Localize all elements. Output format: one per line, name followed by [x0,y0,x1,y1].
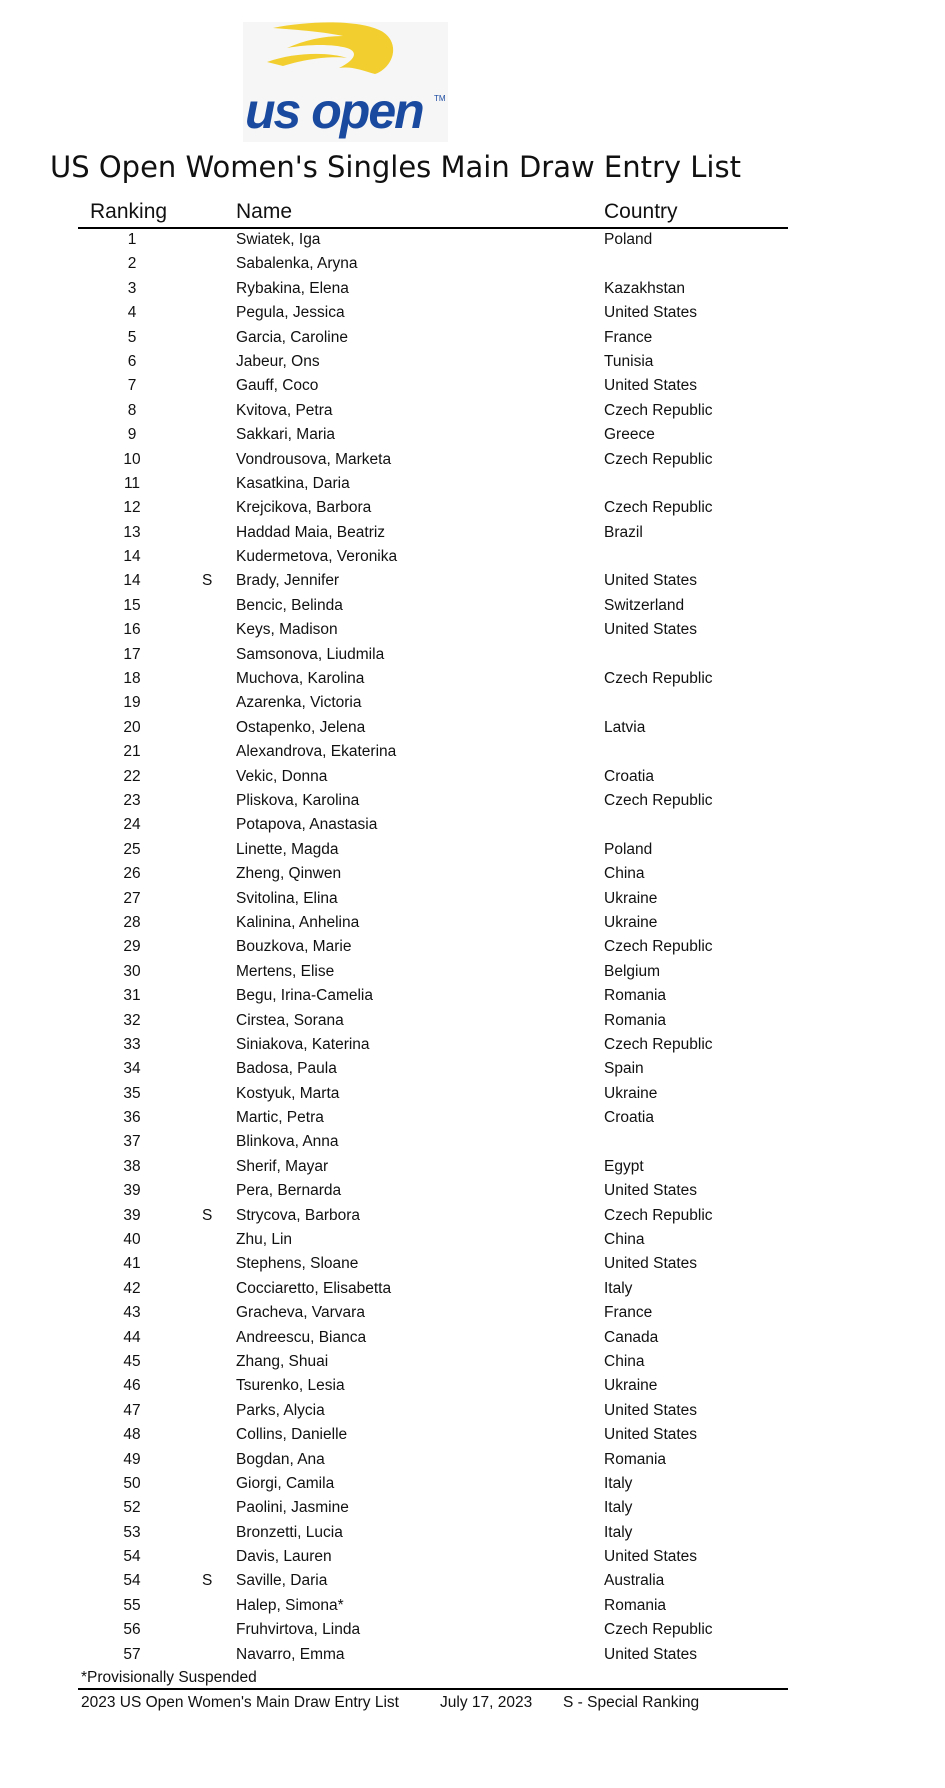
player-name-cell: Paolini, Jasmine [236,1499,349,1517]
country-cell: Czech Republic [604,791,713,809]
table-row [0,1374,945,1398]
country-cell: China [604,1231,645,1249]
country-cell: Italy [604,1523,633,1541]
player-name-cell: Kalinina, Anhelina [236,913,360,931]
player-name-cell: Bencic, Belinda [236,596,343,614]
table-row [0,1301,945,1325]
table-row [0,1594,945,1618]
table-row [0,1545,945,1569]
player-name-cell: Vondrousova, Marketa [236,450,392,468]
country-cell: Romania [604,1596,667,1614]
ranking-cell: 48 [123,1426,141,1444]
player-name-cell: Samsonova, Liudmila [236,645,385,663]
player-name-cell: Halep, Simona* [236,1596,344,1614]
country-cell: China [604,1352,645,1370]
table-row [0,1521,945,1545]
ranking-cell: 23 [123,791,141,809]
ranking-cell: 54 [123,1548,141,1566]
ranking-cell: 19 [123,694,141,712]
table-row [0,667,945,691]
player-name-cell: Cirstea, Sorana [236,1011,344,1029]
player-name-cell: Krejcikova, Barbora [236,499,372,517]
ranking-cell: 56 [123,1621,141,1639]
country-cell: Ukraine [604,1084,658,1102]
table-row [0,545,945,569]
ranking-cell: 39 [123,1182,141,1200]
table-row [0,935,945,959]
table-row [0,1204,945,1228]
player-name-cell: Brady, Jennifer [236,572,340,590]
player-name-cell: Fruhvirtova, Linda [236,1621,361,1639]
country-cell: Brazil [604,523,643,541]
us-open-logo [243,22,448,142]
player-name-cell: Garcia, Caroline [236,328,348,346]
table-row [0,765,945,789]
table-row [0,1033,945,1057]
table-row [0,789,945,813]
country-cell: Czech Republic [604,1206,713,1224]
table-row [0,1179,945,1203]
player-name-cell: Ostapenko, Jelena [236,718,366,736]
table-row [0,716,945,740]
player-name-cell: Pera, Bernarda [236,1182,342,1200]
country-cell: Ukraine [604,889,658,907]
table-row [0,1228,945,1252]
country-cell: United States [604,1548,698,1566]
table-row [0,960,945,984]
table-row [0,448,945,472]
player-name-cell: Parks, Alycia [236,1401,325,1419]
table-row [0,228,945,252]
country-cell: Romania [604,987,667,1005]
ranking-cell: 1 [127,231,137,248]
footer-divider [78,1688,788,1690]
table-row [0,1155,945,1179]
country-cell: Kazakhstan [604,279,685,297]
table-row [0,740,945,764]
country-cell: United States [604,304,698,322]
ranking-cell: 15 [123,596,141,614]
header-country: Country [604,200,678,223]
player-name-cell: Svitolina, Elina [236,889,338,907]
table-row [0,399,945,423]
footer-date: July 17, 2023 [440,1694,533,1711]
ranking-cell: 14 [123,572,141,590]
table-row [0,1277,945,1301]
country-cell: Ukraine [604,1377,658,1395]
table-row [0,350,945,374]
player-name-cell: Strycova, Barbora [236,1206,361,1224]
country-cell: Czech Republic [604,1035,713,1053]
country-cell: Romania [604,1450,667,1468]
ranking-cell: 16 [123,621,141,639]
ranking-cell: 24 [123,816,141,834]
player-name-cell: Gracheva, Varvara [236,1304,365,1322]
header-ranking: Ranking [90,200,168,223]
ranking-cell: 30 [123,962,141,980]
table-row [0,1057,945,1081]
table-row [0,496,945,520]
table-row [0,887,945,911]
table-row [0,1448,945,1472]
player-name-cell: Sabalenka, Aryna [236,255,358,273]
ranking-cell: 46 [123,1377,141,1395]
ranking-cell: 34 [123,1060,141,1078]
table-row [0,911,945,935]
ranking-cell: 2 [127,255,137,273]
player-name-cell: Azarenka, Victoria [236,694,362,712]
table-row [0,1009,945,1033]
country-cell: China [604,865,645,883]
ranking-cell: 3 [127,279,137,297]
ranking-cell: 28 [123,913,141,931]
ranking-cell: 42 [123,1279,141,1297]
country-cell: United States [604,377,698,395]
ranking-cell: 50 [123,1474,141,1492]
table-row [0,326,945,350]
ranking-cell: 55 [123,1596,141,1614]
player-name-cell: Cocciaretto, Elisabetta [236,1279,392,1297]
country-cell: Ukraine [604,913,658,931]
footnote: *Provisionally Suspended [81,1669,257,1686]
ranking-cell: 10 [123,450,141,468]
player-name-cell: Bouzkova, Marie [236,938,352,956]
ranking-cell: 18 [123,670,141,688]
country-cell: Romania [604,1011,667,1029]
player-name-cell: Vekic, Donna [236,767,328,785]
player-name-cell: Sherif, Mayar [236,1157,329,1175]
player-name-cell: Saville, Daria [236,1572,328,1590]
country-cell: France [604,1304,653,1322]
player-name-cell: Pegula, Jessica [236,304,345,322]
player-name-cell: Zhu, Lin [236,1231,293,1249]
country-cell: Czech Republic [604,450,713,468]
table-row [0,1496,945,1520]
ranking-cell: 54 [123,1572,141,1590]
ranking-cell: 45 [123,1352,141,1370]
country-cell: Poland [604,840,653,858]
ranking-cell: 47 [123,1401,141,1419]
logo-trademark: TM [434,94,446,103]
country-cell: Czech Republic [604,670,713,688]
country-cell: Italy [604,1474,633,1492]
ranking-cell: 20 [123,718,141,736]
table-row [0,252,945,276]
player-name-cell: Badosa, Paula [236,1060,337,1078]
table-row [0,521,945,545]
player-name-cell: Collins, Danielle [236,1426,348,1444]
table-row [0,1326,945,1350]
table-row [0,1472,945,1496]
table-row [0,643,945,667]
player-name-cell: Mertens, Elise [236,962,335,980]
table-row [0,862,945,886]
table-row [0,1423,945,1447]
ranking-cell: 6 [127,352,137,370]
special-ranking-cell: S [202,1572,213,1590]
country-cell: Greece [604,426,655,444]
country-cell: Czech Republic [604,1621,713,1639]
country-cell: United States [604,1182,698,1200]
ranking-cell: 5 [127,328,137,346]
ranking-cell: 29 [123,938,141,956]
ranking-cell: 43 [123,1304,141,1322]
ranking-cell: 36 [123,1109,141,1127]
table-row [0,1618,945,1642]
entry-list-table [0,228,945,1667]
country-cell: Czech Republic [604,938,713,956]
logo-wordmark: us open [245,83,423,139]
player-name-cell: Bogdan, Ana [236,1450,325,1468]
page-title: US Open Women's Singles Main Draw Entry List [50,150,741,184]
player-name-cell: Stephens, Sloane [236,1255,359,1273]
ranking-cell: 57 [123,1645,141,1663]
table-row [0,277,945,301]
ranking-cell: 39 [123,1206,141,1224]
country-cell: United States [604,1645,698,1663]
table-row [0,1130,945,1154]
country-cell: Spain [604,1060,644,1078]
player-name-cell: Linette, Magda [236,840,339,858]
player-name-cell: Davis, Lauren [236,1548,332,1566]
table-row [0,813,945,837]
player-name-cell: Kudermetova, Veronika [236,548,398,566]
country-cell: United States [604,1401,698,1419]
ranking-cell: 11 [123,474,141,492]
ranking-cell: 4 [127,304,137,322]
country-cell: France [604,328,653,346]
player-name-cell: Kostyuk, Marta [236,1084,340,1102]
ranking-cell: 31 [123,987,141,1005]
player-name-cell: Swiatek, Iga [236,231,321,248]
country-cell: Latvia [604,718,646,736]
table-row [0,1399,945,1423]
country-cell: Belgium [604,962,660,980]
player-name-cell: Kasatkina, Daria [236,474,350,492]
ranking-cell: 44 [123,1328,141,1346]
ranking-cell: 7 [127,377,137,395]
ranking-cell: 35 [123,1084,141,1102]
player-name-cell: Andreescu, Bianca [236,1328,367,1346]
ranking-cell: 8 [127,401,137,419]
player-name-cell: Blinkova, Anna [236,1133,339,1151]
country-cell: United States [604,1426,698,1444]
player-name-cell: Jabeur, Ons [236,352,320,370]
country-cell: United States [604,621,698,639]
table-row [0,569,945,593]
player-name-cell: Zhang, Shuai [236,1352,329,1370]
country-cell: United States [604,572,698,590]
player-name-cell: Kvitova, Petra [236,401,333,419]
ranking-cell: 25 [123,840,141,858]
ranking-cell: 40 [123,1231,141,1249]
country-cell: Canada [604,1328,659,1346]
table-row [0,374,945,398]
ranking-cell: 53 [123,1523,141,1541]
player-name-cell: Giorgi, Camila [236,1474,335,1492]
table-row [0,1106,945,1130]
ranking-cell: 37 [123,1133,141,1151]
country-cell: Italy [604,1499,633,1517]
country-cell: Egypt [604,1157,644,1175]
player-name-cell: Gauff, Coco [236,377,319,395]
country-cell: Italy [604,1279,633,1297]
player-name-cell: Bronzetti, Lucia [236,1523,343,1541]
table-row [0,1643,945,1667]
ranking-cell: 17 [123,645,141,663]
footer-legend: S - Special Ranking [563,1694,700,1711]
player-name-cell: Siniakova, Katerina [236,1035,370,1053]
country-cell: Czech Republic [604,499,713,517]
ranking-cell: 21 [123,743,141,761]
table-row [0,984,945,1008]
country-cell: Switzerland [604,596,685,614]
country-cell: Czech Republic [604,401,713,419]
player-name-cell: Navarro, Emma [236,1645,345,1663]
special-ranking-cell: S [202,572,213,590]
table-row [0,423,945,447]
player-name-cell: Begu, Irina-Camelia [236,987,373,1005]
ranking-cell: 41 [123,1255,141,1273]
player-name-cell: Pliskova, Karolina [236,791,360,809]
header-name: Name [236,200,293,223]
ranking-cell: 52 [123,1499,141,1517]
player-name-cell: Sakkari, Maria [236,426,336,444]
country-cell: Australia [604,1572,665,1590]
ranking-cell: 22 [123,767,141,785]
player-name-cell: Potapova, Anastasia [236,816,378,834]
country-cell: Poland [604,231,653,248]
country-cell: Croatia [604,767,654,785]
ranking-cell: 26 [123,865,141,883]
ranking-cell: 32 [123,1011,141,1029]
ranking-cell: 38 [123,1157,141,1175]
footer-document-name: 2023 US Open Women's Main Draw Entry List [81,1694,399,1711]
table-row [0,618,945,642]
player-name-cell: Alexandrova, Ekaterina [236,743,397,761]
player-name-cell: Keys, Madison [236,621,338,639]
ranking-cell: 33 [123,1035,141,1053]
player-name-cell: Tsurenko, Lesia [236,1377,345,1395]
table-row [0,838,945,862]
table-row [0,1252,945,1276]
ranking-cell: 27 [123,889,141,907]
table-row [0,301,945,325]
ranking-cell: 9 [127,426,137,444]
table-row [0,1082,945,1106]
player-name-cell: Muchova, Karolina [236,670,365,688]
ranking-cell: 13 [123,523,141,541]
ranking-cell: 14 [123,548,141,566]
ranking-cell: 49 [123,1450,141,1468]
country-cell: Tunisia [604,352,654,370]
player-name-cell: Rybakina, Elena [236,279,349,297]
player-name-cell: Martic, Petra [236,1109,324,1127]
player-name-cell: Zheng, Qinwen [236,865,342,883]
player-name-cell: Haddad Maia, Beatriz [236,523,386,541]
table-row [0,691,945,715]
special-ranking-cell: S [202,1206,213,1224]
table-row [0,1569,945,1593]
country-cell: United States [604,1255,698,1273]
country-cell: Croatia [604,1109,654,1127]
ranking-cell: 12 [123,499,141,517]
table-row [0,472,945,496]
table-row [0,594,945,618]
table-row [0,1350,945,1374]
